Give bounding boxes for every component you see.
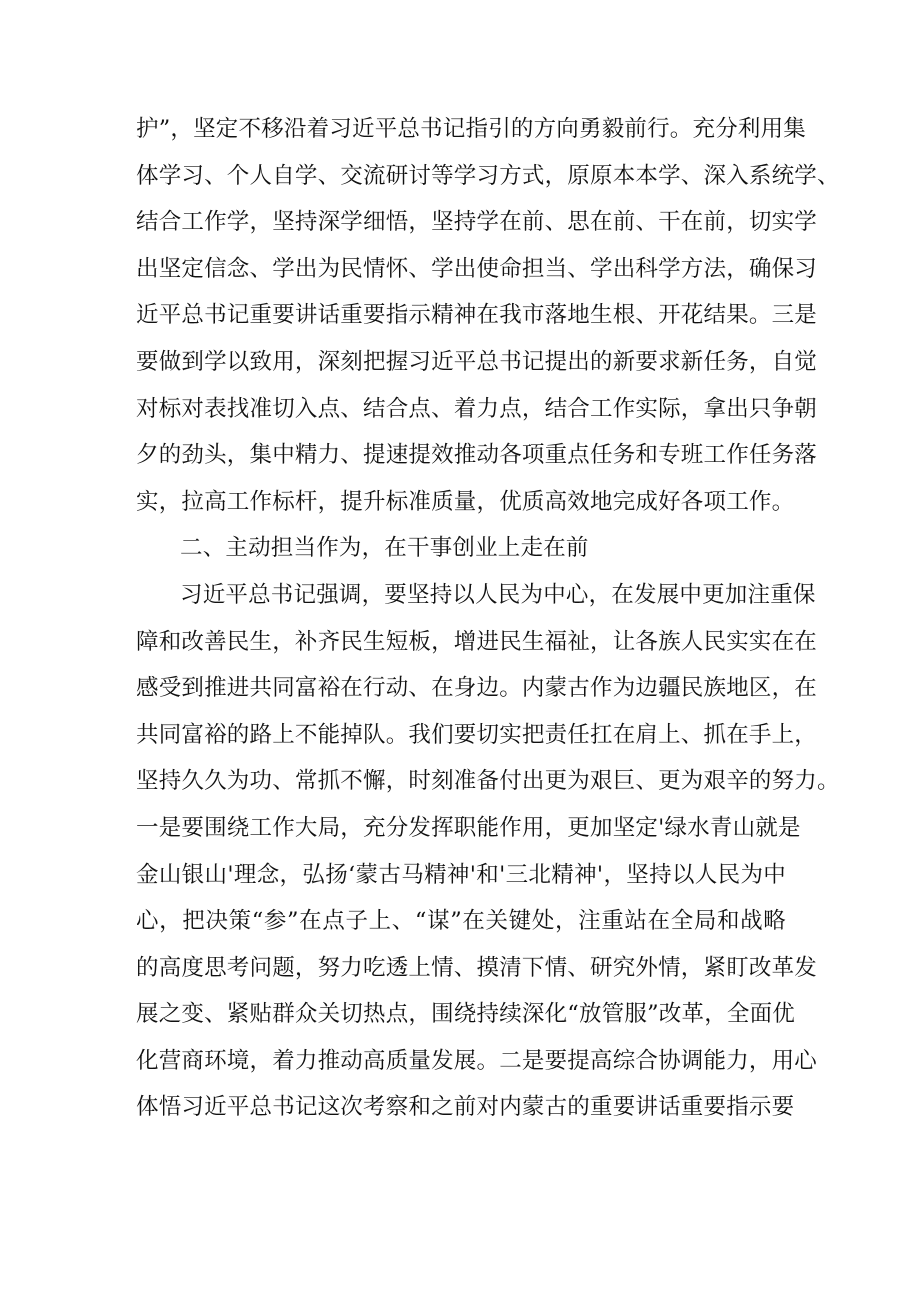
paragraph-line: 化营商环境，着力推动高质量发展。二是要提高综合协调能力，用心 xyxy=(136,1047,818,1074)
paragraph-line: 金山银山'理念，弘扬‘蒙古马精神'和'三北精神'，坚持以人民为中 xyxy=(136,861,786,888)
paragraph-line: 展之变、紧贴群众关切热点，围绕持续深化“放管服”改革，全面优 xyxy=(136,1001,796,1028)
section-heading: 二、主动担当作为，在干事创业上走在前 xyxy=(180,535,589,562)
paragraph-line: 近平总书记重要讲话重要指示精神在我市落地生根、开花结果。三是 xyxy=(136,302,818,329)
paragraph-line: 体悟习近平总书记这次考察和之前对内蒙古的重要讲话重要指示要 xyxy=(136,1094,795,1121)
paragraph-line: 结合工作学，坚持深学细悟，坚持学在前、思在前、干在前，切实学 xyxy=(136,209,818,236)
document-body xyxy=(136,106,840,1131)
paragraph-line: 护”，坚定不移沿着习近平总书记指引的方向勇毅前行。充分利用集 xyxy=(136,116,807,142)
paragraph-line: 坚持久久为功、常抓不懈，时刻准备付出更为艰巨、更为艰辛的努力。 xyxy=(136,768,840,795)
paragraph-line: 障和改善民生，补齐民生短板，增进民生福祉，让各族人民实实在在 xyxy=(136,628,818,655)
paragraph-line: 实，拉高工作标杆，提升标准质量，优质高效地完成好各项工作。 xyxy=(136,488,795,515)
paragraph-line: 心，把决策“参”在点子上、“谋”在关键处，注重站在全局和战略 xyxy=(136,908,786,935)
paragraph-line: 习近平总书记强调，要坚持以人民为中心，在发展中更加注重保 xyxy=(180,581,816,608)
paragraph-line: 共同富裕的路上不能掉队。我们要切实把责任扛在肩上、抓在手上， xyxy=(136,721,818,748)
paragraph-line: 要做到学以致用，深刻把握习近平总书记提出的新要求新任务，自觉 xyxy=(136,348,818,375)
paragraph-line: 出坚定信念、学出为民情怀、学出使命担当、学出科学方法，确保习 xyxy=(136,255,818,282)
paragraph-line: 的高度思考问题，努力吃透上情、摸清下情、研究外情，紧盯改革发 xyxy=(136,954,818,981)
paragraph-line: 对标对表找准切入点、结合点、着力点，结合工作实际，拿出只争朝 xyxy=(136,395,818,422)
paragraph-line: 夕的劲头，集中精力、提速提效推动各项重点任务和专班工作任务落 xyxy=(136,442,818,469)
paragraph-line: 一是要围绕工作大局，充分发挥职能作用，更加坚定'绿水青山就是 xyxy=(136,814,801,841)
paragraph-line: 体学习、个人自学、交流研讨等学习方式，原原本本学、深入系统学、 xyxy=(136,162,840,189)
paragraph-line: 感受到推进共同富裕在行动、在身边。内蒙古作为边疆民族地区，在 xyxy=(136,675,818,702)
